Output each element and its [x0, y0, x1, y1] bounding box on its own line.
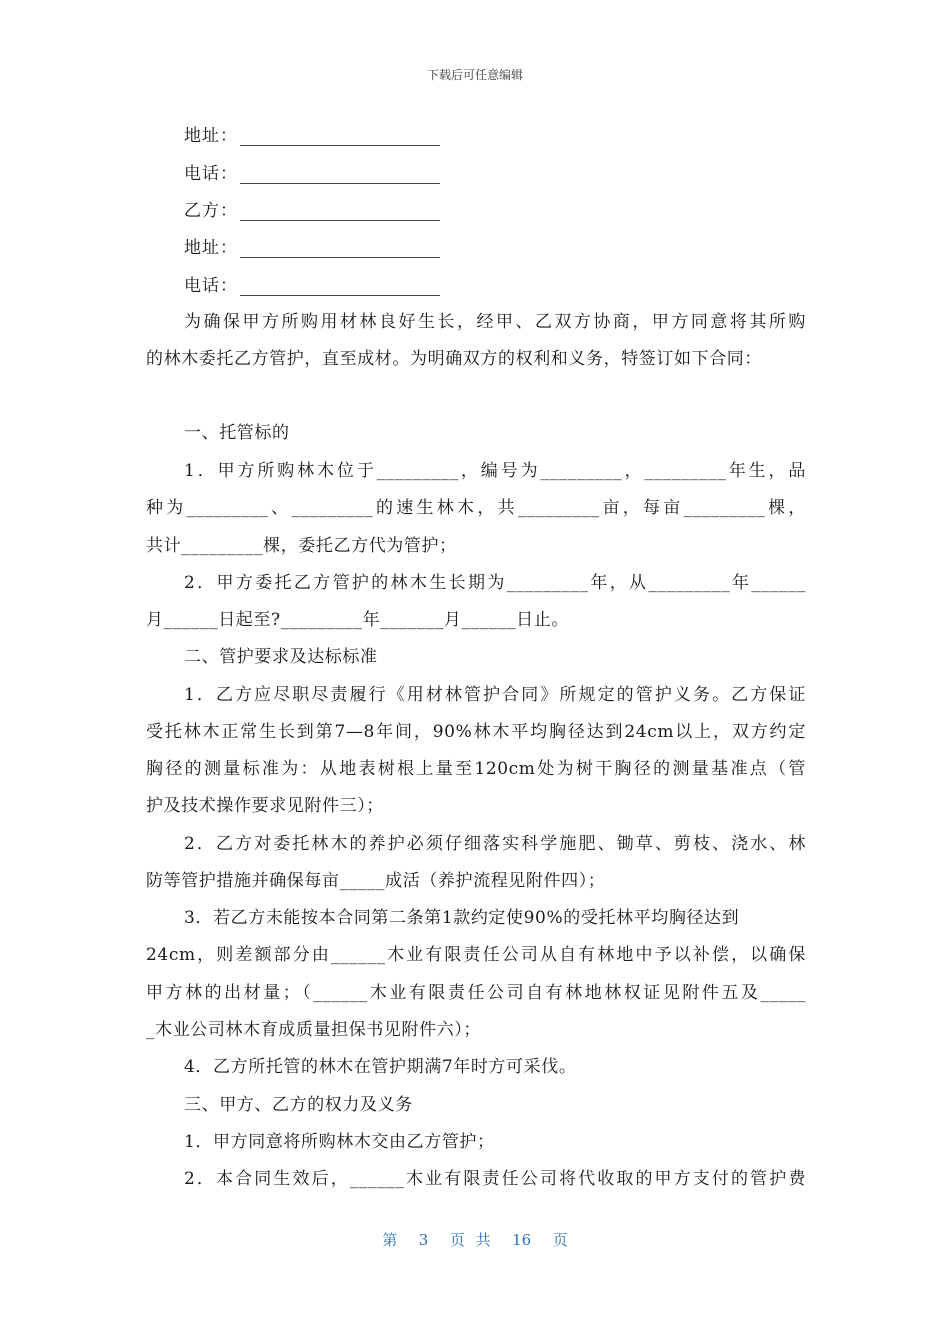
field-label: 地址： — [184, 238, 238, 258]
address-field-2 — [184, 234, 440, 258]
section-heading: 三、甲方、乙方的权力及义务 — [184, 1095, 413, 1115]
page-number-footer: 第 3 页 共 16 页 — [382, 1231, 568, 1249]
paragraph-line: 共计_________棵，委托乙方代为管护； — [146, 536, 457, 556]
field-label: 电话： — [184, 276, 238, 296]
phone-field-2 — [184, 272, 440, 296]
paragraph-line: 甲方林的出材量；（______木业有限责任公司自有林地林权证见附件五及_____ — [146, 983, 806, 1003]
blank-line — [240, 243, 440, 258]
paragraph-line: 种为_________、_________的速生林木，共_________亩，每亩_________棵， — [146, 498, 806, 518]
paragraph-line: 的林木委托乙方管护，直至成材。为明确双方的权利和义务，特签订如下合同： — [146, 349, 762, 369]
field-label: 电话： — [184, 164, 238, 184]
paragraph-line: 1．乙方应尽职尽责履行《用材林管护合同》所规定的管护义务。乙方保证 — [184, 685, 806, 705]
paragraph-line: 1．甲方所购林木位于_________，编号为_________，_________年生，品 — [184, 461, 806, 481]
paragraph-line: 2．乙方对委托林木的养护必须仔细落实科学施肥、锄草、剪枝、浇水、林 — [184, 834, 806, 854]
paragraph-line: 3．若乙方未能按本合同第二条第1款约定使90%的受托林平均胸径达到 — [184, 908, 740, 928]
blank-line — [240, 169, 440, 184]
paragraph-line: 1．甲方同意将所购林木交由乙方管护； — [184, 1132, 495, 1152]
field-label: 地址： — [184, 126, 238, 146]
section-heading: 二、管护要求及达标标准 — [184, 647, 378, 667]
paragraph-line: 受托林木正常生长到第7—8年间，90%林木平均胸径达到24cm以上，双方约定 — [146, 722, 806, 742]
paragraph-line: 为确保甲方所购用材林良好生长，经甲、乙双方协商，甲方同意将其所购 — [184, 312, 806, 332]
paragraph-line: 2．本合同生效后，______木业有限责任公司将代收取的甲方支付的管护费 — [184, 1169, 806, 1189]
paragraph-line: 护及技术操作要求见附件三）； — [146, 796, 384, 816]
field-label: 乙方： — [184, 201, 238, 221]
paragraph-line: 胸径的测量标准为：从地表树根上量至120cm处为树干胸径的测量基准点（管 — [146, 759, 806, 779]
party-b-field — [184, 197, 440, 221]
section-heading: 一、托管标的 — [184, 423, 290, 443]
paragraph-line: 4．乙方所托管的林木在管护期满7年时方可采伐。 — [184, 1057, 577, 1077]
blank-line — [240, 281, 440, 296]
phone-field-1 — [184, 160, 440, 184]
paragraph-line: 防等管护措施并确保每亩_____成活（养护流程见附件四）； — [146, 871, 606, 891]
page-header: 下载后可任意编辑 — [426, 68, 523, 82]
paragraph-line: 月______日起至?_________年_______月______日止。 — [146, 610, 569, 630]
paragraph-line: 2．甲方委托乙方管护的林木生长期为_________年，从_________年______ — [184, 573, 806, 593]
address-field-1 — [184, 122, 440, 146]
blank-line — [240, 131, 440, 146]
blank-line — [240, 206, 440, 221]
paragraph-line: _木业公司林木育成质量担保书见附件六）； — [146, 1020, 481, 1040]
paragraph-line: 24cm，则差额部分由______木业有限责任公司从自有林地中予以补偿，以确保 — [146, 945, 806, 965]
